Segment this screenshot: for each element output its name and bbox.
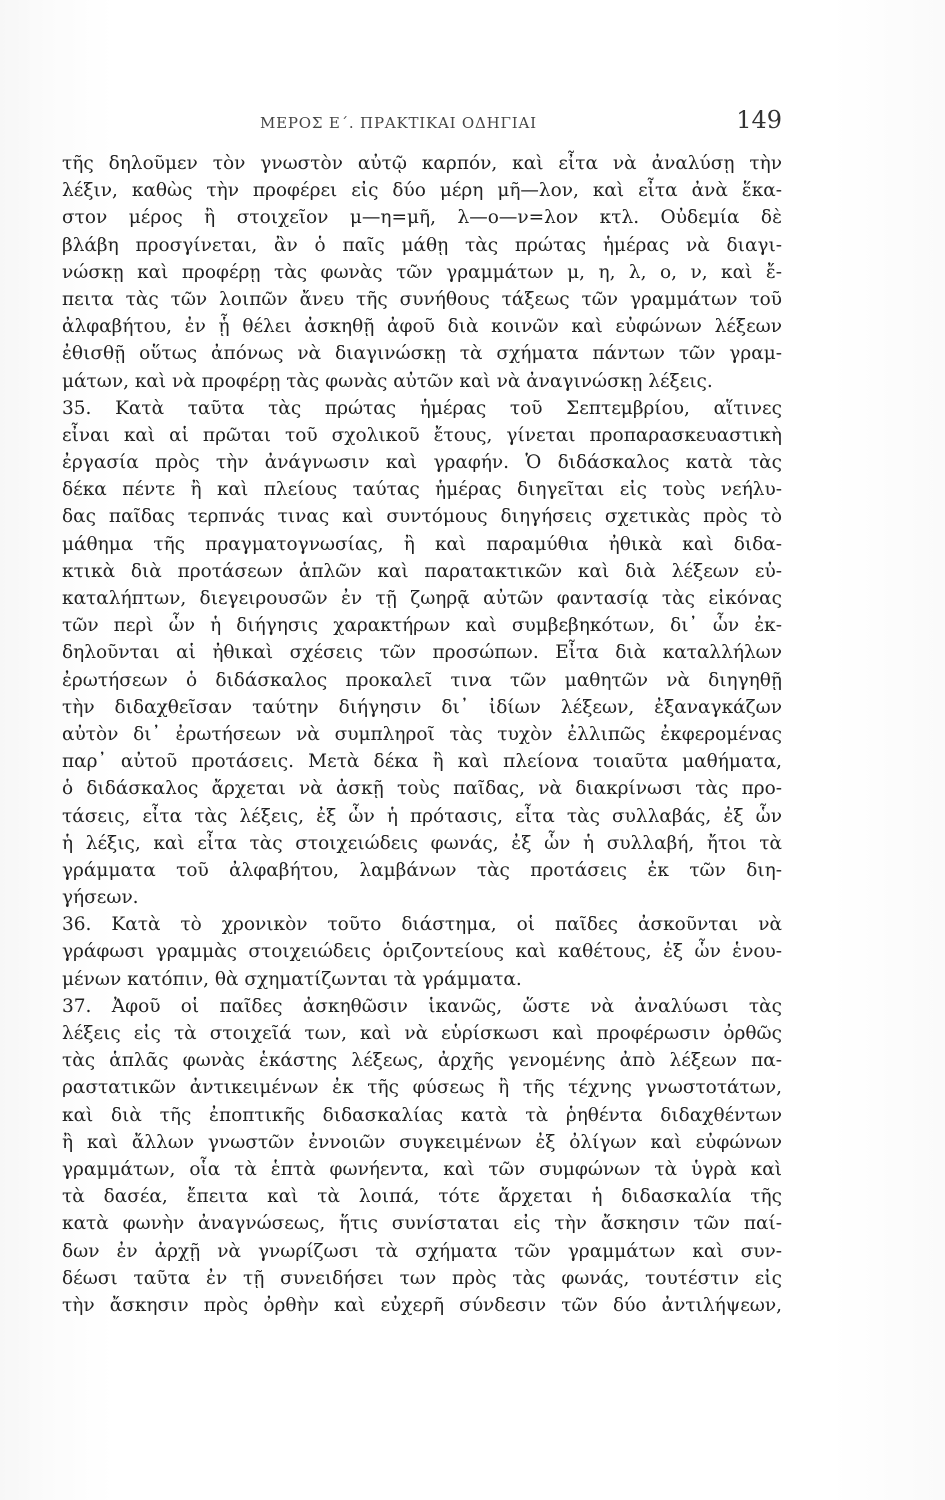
text-line: ἐρωτήσεων ὁ διδάσκαλος προκαλεῖ τινα τῶν μαθητῶν νὰ διηγηθῇ <box>62 669 782 691</box>
page-number: 149 <box>736 106 782 134</box>
text-line: γραμμάτων, οἷα τὰ ἑπτὰ φωνήεντα, καὶ τῶν συμφώνων τὰ ὑγρὰ καὶ <box>62 1158 782 1180</box>
running-head: ΜΕΡΟΣ Ε΄. ΠΡΑΚΤΙΚΑΙ ΟΔΗΓΙΑΙ <box>260 114 537 132</box>
text-line: τὴν διδαχθεῖσαν ταύτην διήγησιν δι᾽ ἰδίων λέξεων, ἐξαναγκάζων <box>62 696 782 718</box>
text-line: δας παῖδας τερπνάς τινας καὶ συντόμους διηγήσεις σχετικὰς πρὸς τὸ <box>62 506 782 528</box>
text-line: τὰς ἁπλᾶς φωνὰς ἑκάστης λέξεως, ἀρχῆς γενομένης ἀπὸ λέξεων πα- <box>62 1050 782 1072</box>
text-line: τὴν ἄσκησιν πρὸς ὀρθὴν καὶ εὐχερῆ σύνδεσιν τῶν δύο ἀντιλήψεων, <box>62 1294 782 1316</box>
text-line: 35. Κατὰ ταῦτα τὰς πρώτας ἡμέρας τοῦ Σεπτεμβρίου, αἵτινες <box>62 397 782 419</box>
text-line: 37. Ἀφοῦ οἱ παῖδες ἀσκηθῶσιν ἱκανῶς, ὥστε νὰ ἀναλύωσι τὰς <box>62 995 782 1017</box>
text-line: δηλοῦνται αἱ ἠθικαὶ σχέσεις τῶν προσώπων. Εἶτα διὰ καταλλήλων <box>62 642 782 664</box>
text-line: τάσεις, εἶτα τὰς λέξεις, ἐξ ὧν ἡ πρότασις, εἶτα τὰς συλλαβάς, ἐξ ὧν <box>62 805 782 827</box>
text-line: κτικὰ διὰ προτάσεων ἁπλῶν καὶ παρατακτικῶν καὶ διὰ λέξεων εὐ- <box>62 560 782 582</box>
text-line: καταλήπτων, διεγειρουσῶν ἐν τῇ ζωηρᾷ αὐτῶν φαντασίᾳ τὰς εἰκόνας <box>62 588 782 609</box>
text-line: ἡ λέξις, καὶ εἶτα τὰς στοιχειώδεις φωνάς, ἐξ ὧν ἡ συλλαβή, ἤτοι τὰ <box>62 832 782 854</box>
text-line: ἀλφαβήτου, ἐν ᾗ θέλει ἀσκηθῇ ἀφοῦ διὰ κοινῶν καὶ εὐφώνων λέξεων <box>62 316 782 338</box>
text-line: ραστατικῶν ἀντικειμένων ἐκ τῆς φύσεως ἢ τῆς τέχνης γνωστοτάτων, <box>62 1077 782 1099</box>
text-line: λέξιν, καθὼς τὴν προφέρει εἰς δύο μέρη μῆ—λον, καὶ εἶτα ἀνὰ ἕκα- <box>62 180 782 202</box>
page-header <box>120 100 790 140</box>
text-line: αὐτὸν δι᾽ ἐρωτήσεων νὰ συμπληροῖ τὰς τυχὸν ἐλλιπῶς ἐκφερομένας <box>62 723 782 745</box>
text-line: ἐθισθῇ οὕτως ἀπόνως νὰ διαγινώσκῃ τὰ σχήματα πάντων τῶν γραμ- <box>62 343 782 365</box>
text-line: ἢ καὶ ἄλλων γνωστῶν ἐννοιῶν συγκειμένων ἐξ ὀλίγων καὶ εὐφώνων <box>62 1131 782 1153</box>
text-line: γράφωσι γραμμὰς στοιχειώδεις ὁριζοντείους καὶ καθέτους, ἐξ ὧν ἑνου- <box>62 941 782 963</box>
text-line: νώσκῃ καὶ προφέρῃ τὰς φωνὰς τῶν γραμμάτων μ, η, λ, ο, ν, καὶ ἔ- <box>62 261 782 283</box>
text-line: πειτα τὰς τῶν λοιπῶν ἄνευ τῆς συνήθους τάξεως τῶν γραμμάτων τοῦ <box>62 288 782 310</box>
text-line: εἶναι καὶ αἱ πρῶται τοῦ σχολικοῦ ἔτους, γίνεται προπαρασκευαστικὴ <box>62 424 782 446</box>
text-line: καὶ διὰ τῆς ἐποπτικῆς διδασκαλίας κατὰ τὰ ῥηθέντα διδαχθέντων <box>62 1104 782 1126</box>
body-text <box>62 150 782 1319</box>
text-line: στον μέρος ἢ στοιχεῖον μ—η=μῆ, λ—ο—ν=λον κτλ. Οὐδεμία δὲ <box>62 207 782 229</box>
text-line: ὁ διδάσκαλος ἄρχεται νὰ ἀσκῇ τοὺς παῖδας, νὰ διακρίνωσι τὰς προ- <box>62 778 782 800</box>
text-line: λέξεις εἰς τὰ στοιχεῖά των, καὶ νὰ εὑρίσκωσι καὶ προφέρωσιν ὀρθῶς <box>62 1023 782 1044</box>
text-line: τὰ δασέα, ἔπειτα καὶ τὰ λοιπά, τότε ἄρχεται ἡ διδασκαλία τῆς <box>62 1186 782 1208</box>
text-line: δων ἐν ἀρχῇ νὰ γνωρίζωσι τὰ σχήματα τῶν γραμμάτων καὶ συν- <box>62 1240 782 1262</box>
text-line: βλάβη προσγίνεται, ἂν ὁ παῖς μάθῃ τὰς πρώτας ἡμέρας νὰ διαγι- <box>62 234 782 256</box>
text-line: δέωσι ταῦτα ἐν τῇ συνειδήσει των πρὸς τὰς φωνάς, τουτέστιν εἰς <box>62 1267 782 1289</box>
text-line: παρ᾽ αὐτοῦ προτάσεις. Μετὰ δέκα ἢ καὶ πλείονα τοιαῦτα μαθήματα, <box>62 751 782 773</box>
text-line: μένων κατόπιν, θὰ σχηματίζωνται τὰ γράμματα. <box>62 968 522 990</box>
text-line: μάθημα τῆς πραγματογνωσίας, ἢ καὶ παραμύθια ἠθικὰ καὶ διδα- <box>62 533 782 555</box>
text-line: γήσεων. <box>62 887 139 909</box>
text-line: 36. Κατὰ τὸ χρονικὸν τοῦτο διάστημα, οἱ παῖδες ἀσκοῦνται νὰ <box>62 914 782 936</box>
text-line: κατὰ φωνὴν ἀναγνώσεως, ἥτις συνίσταται εἰς τὴν ἄσκησιν τῶν παί- <box>62 1213 782 1235</box>
text-line: γράμματα τοῦ ἀλφαβήτου, λαμβάνων τὰς προτάσεις ἐκ τῶν διη- <box>62 859 782 881</box>
text-line: τῆς δηλοῦμεν τὸν γνωστὸν αὐτῷ καρπόν, καὶ εἶτα νὰ ἀναλύσῃ τὴν <box>62 153 782 174</box>
text-line: ἐργασία πρὸς τὴν ἀνάγνωσιν καὶ γραφήν. Ὁ διδάσκαλος κατὰ τὰς <box>62 452 782 474</box>
text-line: δέκα πέντε ἢ καὶ πλείους ταύτας ἡμέρας διηγεῖται εἰς τοὺς νεήλυ- <box>62 479 782 501</box>
text-line: τῶν περὶ ὧν ἡ διήγησις χαρακτήρων καὶ συμβεβηκότων, δι᾽ ὧν ἐκ- <box>62 615 782 637</box>
text-line: μάτων, καὶ νὰ προφέρῃ τὰς φωνὰς αὐτῶν καὶ νὰ ἀναγινώσκῃ λέξεις. <box>62 370 713 392</box>
